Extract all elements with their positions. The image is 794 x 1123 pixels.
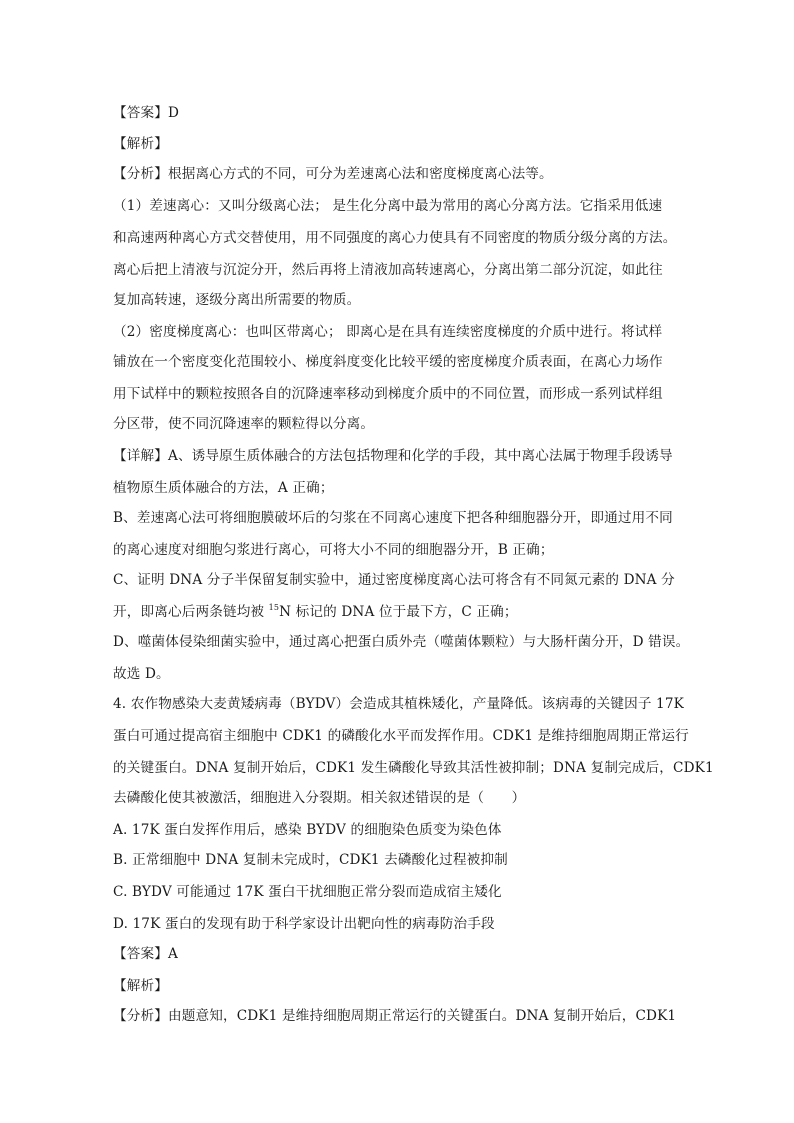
detail-text: 开，即离心后两条链均被: [113, 604, 269, 620]
answer-label: 【答案】A: [113, 946, 178, 962]
paragraph-line: （1）差速离心：又叫分级离心法； 是生化分离中最为常用的离心分离方法。它指采用低速: [113, 198, 663, 214]
detail-line: C、证明 DNA 分子半保留复制实验中，通过密度梯度离心法可将含有不同氮元素的 DNA 分: [113, 572, 675, 588]
analysis-heading: 【解析】: [113, 136, 168, 152]
isotope-superscript: 15: [268, 603, 280, 612]
detail-line: 的离心速度对细胞匀浆进行离心，可将大小不同的细胞器分开，B 正确；: [113, 542, 554, 558]
paragraph-line: 和高速两种离心方式交替使用，用不同强度的离心力使具有不同密度的物质分级分离的方法。: [113, 230, 677, 246]
question-line: 4. 农作物感染大麦黄矮病毒（BYDV）会造成其植株矮化，产量降低。该病毒的关键因子 17K: [113, 696, 684, 712]
analysis-heading: 【解析】: [113, 978, 168, 994]
option-d: D. 17K 蛋白的发现有助于科学家设计出靶向性的病毒防治手段: [113, 916, 495, 932]
detail-line: D、噬菌体侵染细菌实验中，通过离心把蛋白质外壳（噬菌体颗粒）与大肠杆菌分开，D 错误。: [113, 634, 690, 650]
conclusion: 故选 D。: [113, 666, 170, 682]
paragraph-line: 分区带，使不同沉降速率的颗粒得以分离。: [113, 416, 375, 432]
answer-label: 【答案】D: [113, 105, 180, 121]
detail-line: B、差速离心法可将细胞膜破坏后的匀浆在不同离心速度下把各种细胞器分开，即通过用不同: [113, 510, 673, 526]
option-b: B. 正常细胞中 DNA 复制未完成时，CDK1 去磷酸化过程被抑制: [113, 852, 508, 868]
question-line: 去磷酸化使其被激活，细胞进入分裂期。相关叙述错误的是（ ）: [113, 790, 526, 806]
paragraph-line: 铺放在一个密度变化范围较小、梯度斜度变化比较平缓的密度梯度介质表面，在离心力场作: [113, 354, 663, 370]
paragraph-line: 离心后把上清液与沉淀分开，然后再将上清液加高转速离心，分离出第二部分沉淀，如此往: [113, 262, 663, 278]
detail-line: 【详解】A、诱导原生质体融合的方法包括物理和化学的手段，其中离心法属于物理手段诱导: [113, 448, 673, 464]
detail-text: N 标记的 DNA 位于最下方，C 正确；: [279, 604, 518, 620]
paragraph-line: （2）密度梯度离心：也叫区带离心； 即离心是在具有连续密度梯度的介质中进行。将试样: [113, 324, 663, 340]
option-a: A. 17K 蛋白发挥作用后，感染 BYDV 的细胞染色质变为染色体: [113, 822, 502, 838]
detail-line-with-isotope: [113, 602, 518, 622]
detail-line: 植物原生质体融合的方法，A 正确；: [113, 480, 334, 496]
analysis-summary: 【分析】由题意知，CDK1 是维持细胞周期正常运行的关键蛋白。DNA 复制开始后，CDK1: [113, 1008, 677, 1024]
question-line: 的关键蛋白。DNA 复制开始后，CDK1 发生磷酸化导致其活性被抑制；DNA 复制完成后，CDK1: [113, 760, 714, 776]
paragraph-line: 复加高转速，逐级分离出所需要的物质。: [113, 292, 361, 308]
analysis-summary: 【分析】根据离心方式的不同，可分为差速离心法和密度梯度离心法等。: [113, 166, 553, 182]
question-line: 蛋白可通过提高宿主细胞中 CDK1 的磷酸化水平而发挥作用。CDK1 是维持细胞周期正常运行: [113, 728, 689, 744]
paragraph-line: 用下试样中的颗粒按照各自的沉降速率移动到梯度介质中的不同位置，而形成一系列试样组: [113, 386, 663, 402]
option-c: C. BYDV 可能通过 17K 蛋白干扰细胞正常分裂而造成宿主矮化: [113, 884, 502, 900]
